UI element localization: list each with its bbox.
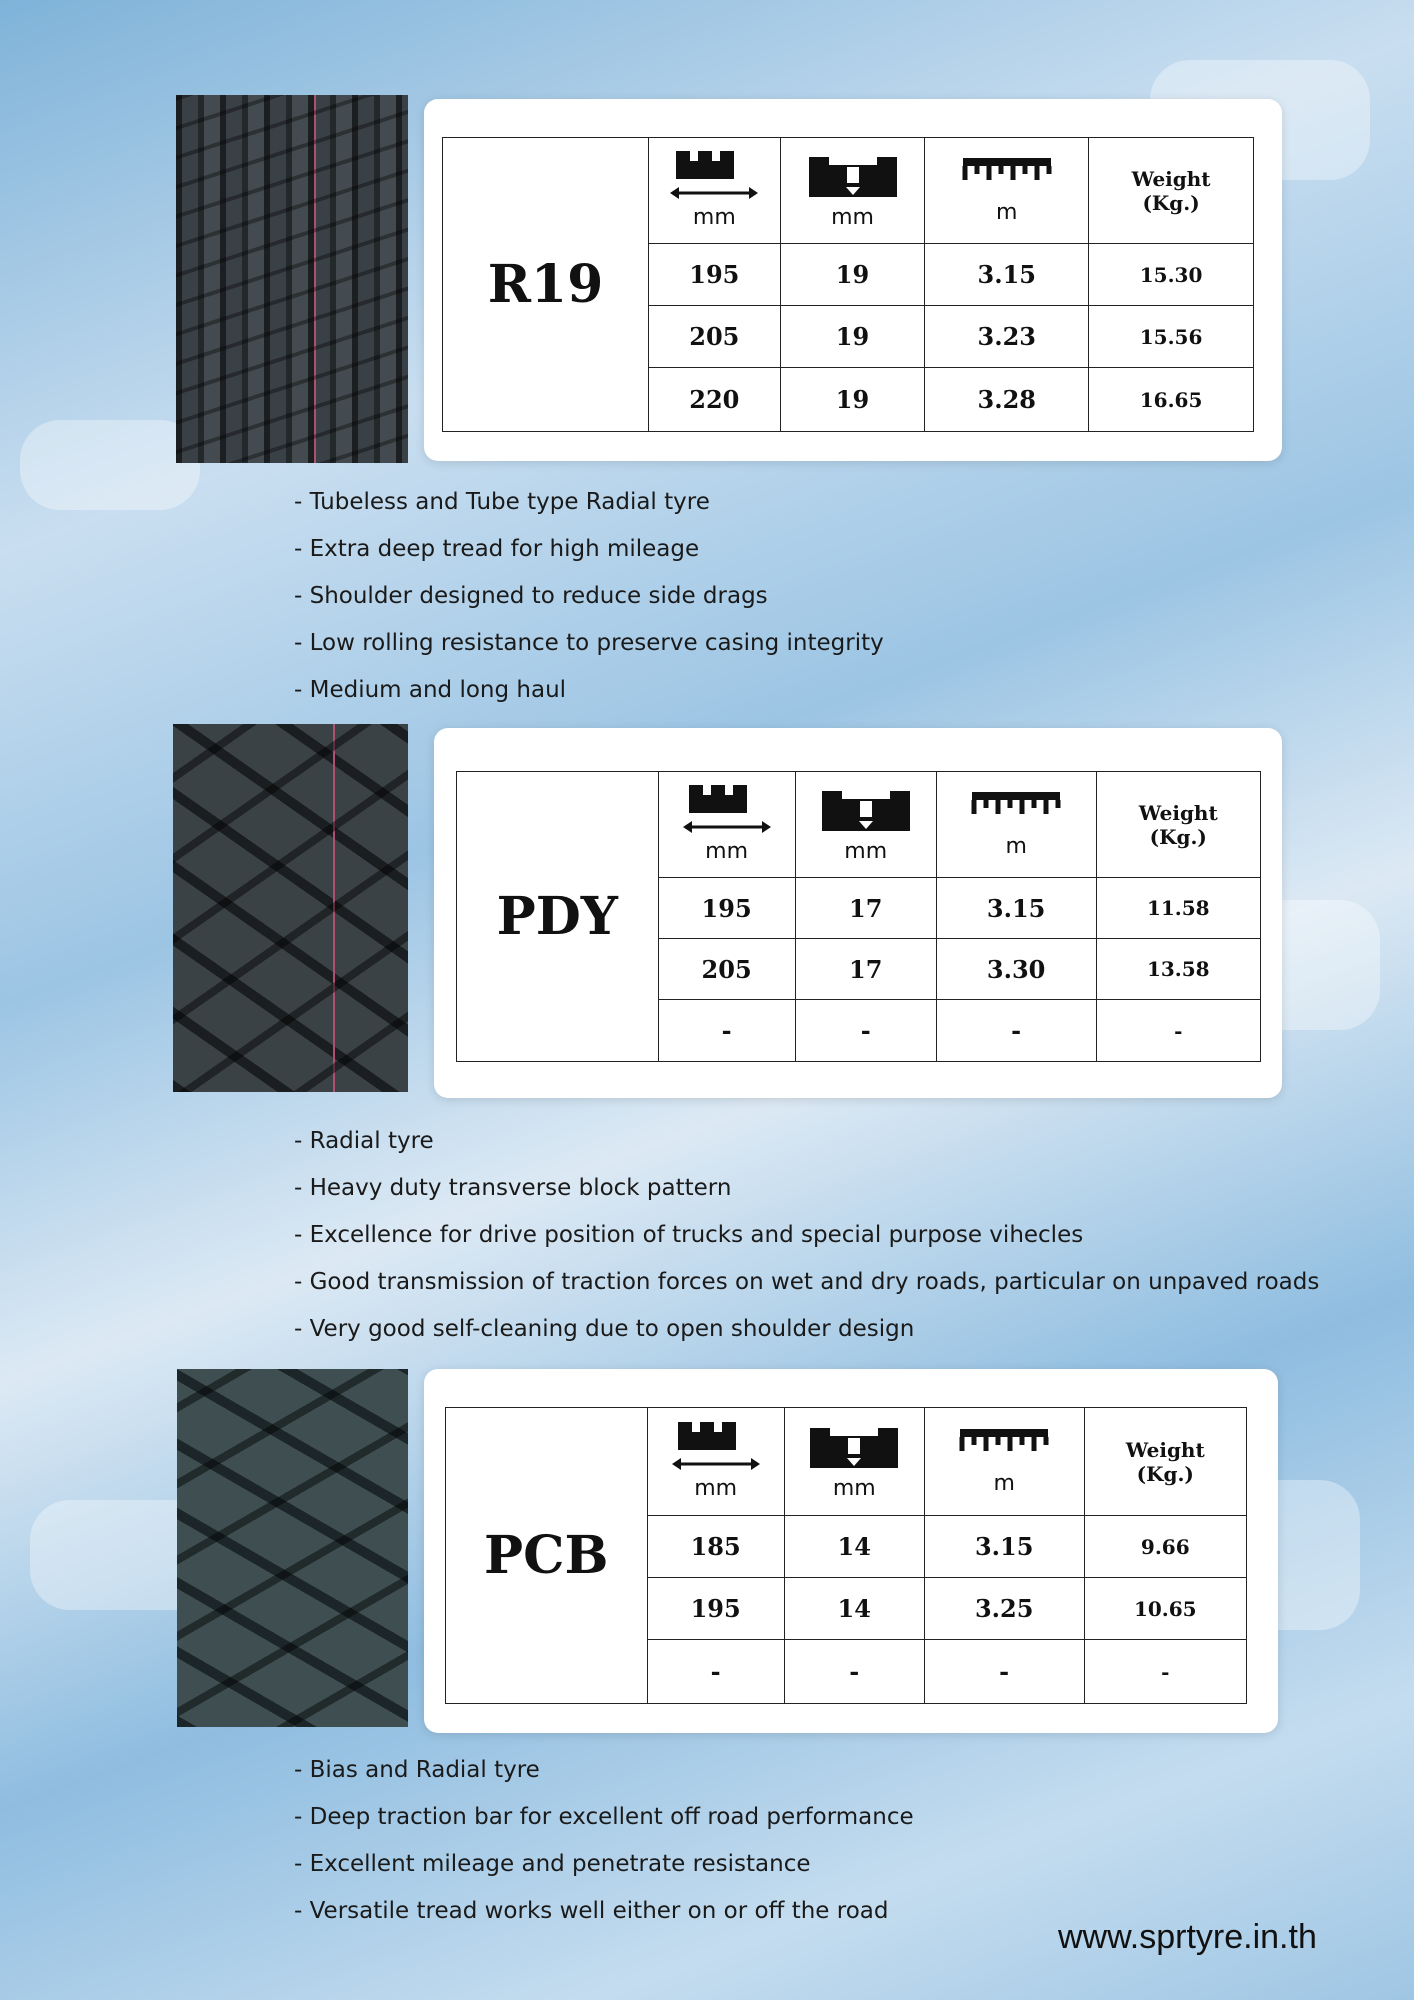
weight-value: 15.30 [1089,244,1254,306]
feature-list-r19 [294,479,884,714]
background-shape [20,420,200,510]
length-header [936,772,1096,878]
feature-list-pcb [294,1747,914,1935]
width-value: 195 [649,244,781,306]
length-value: 3.15 [925,244,1089,306]
width-value: 220 [649,368,781,432]
unit-label: mm [844,839,888,864]
tread-depth-header [784,1408,924,1516]
list-item: - Deep traction bar for excellent off road performance [294,1804,914,1830]
weight-value: - [1096,1000,1260,1062]
width-value: 205 [658,939,795,1000]
depth-value: 14 [784,1516,924,1578]
width-value: - [647,1640,784,1704]
length-header [924,1408,1084,1516]
tyre-tread-image-pcb [177,1369,408,1727]
list-item: - Versatile tread works well either on or off the road [294,1898,889,1924]
weight-value: - [1084,1640,1246,1704]
tread-depth-icon [808,1422,900,1472]
spec-table-pdy [456,771,1261,1062]
weight-header [1089,138,1254,244]
length-value: - [936,1000,1096,1062]
weight-label: Weight [1125,1437,1205,1462]
unit-label: mm [831,205,874,230]
list-item: - Medium and long haul [294,677,567,703]
list-item: - Shoulder designed to reduce side drags [294,583,768,609]
list-item: - Good transmission of traction forces on wet and dry roads, particular on unpaved roads [294,1269,1320,1295]
tread-width-header [647,1408,784,1516]
depth-value: 17 [795,939,936,1000]
weight-label: Weight [1131,166,1211,191]
model-name: R19 [443,138,649,432]
list-item: - Excellence for drive position of trucks and special purpose vihecles [294,1222,1084,1248]
ruler-icon [961,156,1053,196]
weight-value: 13.58 [1096,939,1260,1000]
length-value: 3.30 [936,939,1096,1000]
unit-label: m [993,1471,1015,1496]
tread-width-header [649,138,781,244]
width-value: - [658,1000,795,1062]
model-name: PDY [457,772,659,1062]
tyre-tread-image-r19 [176,95,408,463]
weight-value: 16.65 [1089,368,1254,432]
length-value: - [924,1640,1084,1704]
model-name: PCB [446,1408,648,1704]
list-item: - Excellent mileage and penetrate resistance [294,1851,811,1877]
list-item: - Bias and Radial tyre [294,1757,540,1783]
weight-value: 10.65 [1084,1578,1246,1640]
unit-label: m [1005,834,1027,859]
weight-value: 11.58 [1096,878,1260,939]
width-value: 205 [649,306,781,368]
list-item: - Radial tyre [294,1128,434,1154]
unit-label: mm [694,1476,738,1501]
tread-depth-icon [807,151,899,201]
tread-width-icon [668,151,760,201]
website-url[interactable]: www.sprtyre.in.th [1058,1918,1317,1956]
weight-label: Weight [1138,800,1218,825]
tread-width-header [658,772,795,878]
weight-value: 15.56 [1089,306,1254,368]
weight-value: 9.66 [1084,1516,1246,1578]
spec-table-pcb [445,1407,1247,1704]
length-header [925,138,1089,244]
spec-table-r19 [442,137,1254,432]
unit-label: mm [832,1476,876,1501]
ruler-icon [958,1427,1050,1467]
unit-label: m [996,200,1018,225]
length-value: 3.25 [924,1578,1084,1640]
width-value: 195 [658,878,795,939]
feature-list-pdy [294,1118,1319,1353]
ruler-icon [970,790,1062,830]
weight-unit-label: (Kg.) [1142,190,1200,215]
weight-unit-label: (Kg.) [1136,1461,1194,1486]
width-value: 185 [647,1516,784,1578]
length-value: 3.28 [925,368,1089,432]
weight-header [1084,1408,1246,1516]
width-value: 195 [647,1578,784,1640]
tread-depth-icon [820,785,912,835]
unit-label: mm [705,839,749,864]
tread-width-icon [681,785,773,835]
tread-width-icon [670,1422,762,1472]
unit-label: mm [692,205,736,230]
list-item: - Heavy duty transverse block pattern [294,1175,732,1201]
list-item: - Very good self-cleaning due to open shoulder design [294,1316,915,1342]
depth-value: 19 [780,368,925,432]
depth-value: 17 [795,878,936,939]
tread-depth-header [795,772,936,878]
tread-depth-header [780,138,925,244]
list-item: - Extra deep tread for high mileage [294,536,700,562]
length-value: 3.15 [924,1516,1084,1578]
depth-value: 14 [784,1578,924,1640]
weight-unit-label: (Kg.) [1149,824,1207,849]
depth-value: 19 [780,306,925,368]
depth-value: - [784,1640,924,1704]
length-value: 3.15 [936,878,1096,939]
weight-header [1096,772,1260,878]
length-value: 3.23 [925,306,1089,368]
depth-value: - [795,1000,936,1062]
tyre-tread-image-pdy [173,724,408,1092]
list-item: - Low rolling resistance to preserve casing integrity [294,630,884,656]
depth-value: 19 [780,244,925,306]
list-item: - Tubeless and Tube type Radial tyre [294,489,710,515]
